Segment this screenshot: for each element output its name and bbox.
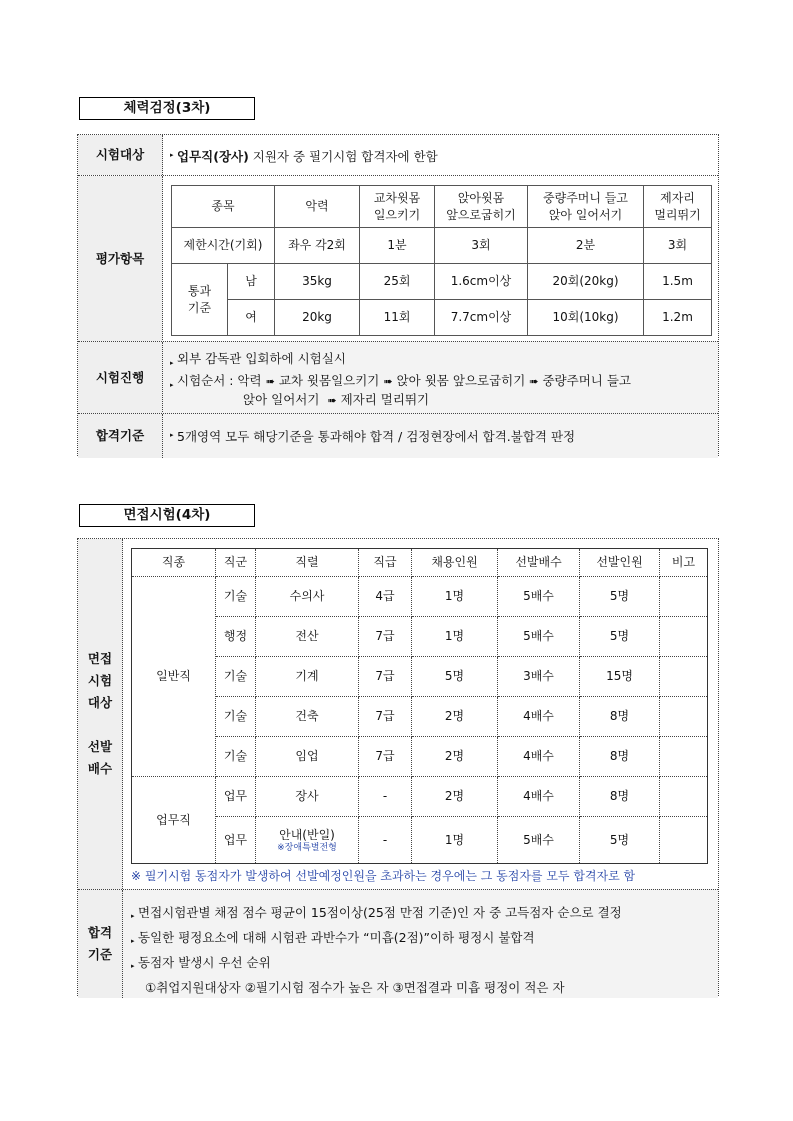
bullet-icon: ▸ (170, 151, 174, 159)
cell-jikgun: 행정 (216, 617, 256, 657)
cell-jikryeol: 장사 (256, 777, 359, 817)
cell-selected: 5명 (580, 617, 660, 657)
male-grip: 35kg (275, 264, 360, 300)
cell-jikgun: 기술 (216, 737, 256, 777)
cell-jikryeol: 기계 (256, 657, 359, 697)
th-jikjong: 직종 (132, 549, 216, 577)
limit-situp: 1분 (360, 228, 435, 264)
male-label: 남 (228, 264, 275, 300)
bullet-icon: ▸ (131, 962, 135, 970)
target-row (78, 135, 718, 175)
arrow-icon: ➠ (383, 375, 393, 388)
progress-content (170, 350, 712, 410)
th-hire: 채용인원 (412, 549, 498, 577)
section2-title: 면접시험(4차) (79, 504, 255, 527)
step-4-cont: 앉아 일어서기 (243, 392, 320, 407)
th-jikgun: 직군 (216, 549, 256, 577)
criteria-label: 합격기준 (78, 414, 163, 458)
cell-note (660, 697, 708, 737)
cell-hire: 2명 (412, 697, 498, 737)
cell-selected: 5명 (580, 577, 660, 617)
table-row (132, 657, 708, 697)
cell-jikryeol: 건축 (256, 697, 359, 737)
cell-jikryeol: 수의사 (256, 577, 359, 617)
cell-jikgeup: 7급 (359, 657, 412, 697)
step-2: 교차 윗몸일으키기 (278, 373, 380, 388)
cell-jikgeup: 7급 (359, 737, 412, 777)
cell-jikryeol-text: 안내(반일) (279, 827, 335, 842)
female-situp: 11회 (360, 300, 435, 336)
cell-hire: 1명 (412, 817, 498, 864)
table-row (132, 817, 708, 864)
cell-note (660, 657, 708, 697)
special-track-note: ※장애특별전형 (277, 842, 337, 853)
header-sitreach: 앉아윗몸 앞으로굽히기 (435, 186, 528, 228)
limit-longjump: 3회 (644, 228, 712, 264)
criteria-row (78, 413, 718, 458)
table-row (132, 777, 708, 817)
cell-selected: 8명 (580, 697, 660, 737)
male-situp: 25회 (360, 264, 435, 300)
table-row (132, 697, 708, 737)
criteria-text: 5개영역 모두 해당기준을 통과해야 합격 / 검정현장에서 합격.불합격 판정 (177, 429, 576, 444)
bullet-icon: ▸ (170, 359, 174, 367)
header-grip: 악력 (275, 186, 360, 228)
header-weightsquat: 중량주머니 들고 앉아 일어서기 (528, 186, 644, 228)
th-jikryeol: 직렬 (256, 549, 359, 577)
cell-hire: 5명 (412, 657, 498, 697)
interview-criteria-content (131, 902, 712, 998)
cell-selected: 15명 (580, 657, 660, 697)
th-jikgeup: 직급 (359, 549, 412, 577)
interview-box (77, 538, 719, 996)
progress-prefix: 시험순서 : (177, 373, 238, 388)
female-label: 여 (228, 300, 275, 336)
physical-test-box (77, 134, 719, 456)
cell-hire: 1명 (412, 617, 498, 657)
female-weightsquat: 10회(10kg) (528, 300, 644, 336)
header-situp: 교차윗몸 일으키기 (360, 186, 435, 228)
step-5: 제자리 멀리뛰기 (340, 392, 430, 407)
interview-footnote: ※ 필기시험 동점자가 발생하여 선발예정인원을 초과하는 경우에는 그 동점자를 모두 합격자로 함 (131, 869, 636, 883)
cell-selected: 8명 (580, 777, 660, 817)
female-longjump: 1.2m (644, 300, 712, 336)
pass-label: 통과 기준 (172, 264, 228, 336)
cell-jikryeol: 임업 (256, 737, 359, 777)
limit-label: 제한시간(기회) (172, 228, 275, 264)
interview-target-label: 면접 시험 대상 선발 배수 (78, 539, 123, 889)
table-row (132, 737, 708, 777)
items-row (78, 175, 718, 342)
cell-hire: 2명 (412, 777, 498, 817)
cell-selected: 8명 (580, 737, 660, 777)
criteria-line2: 동일한 평정요소에 대해 시험관 과반수가 “미흡(2점)”이하 평정시 불합격 (138, 930, 535, 945)
group-general: 일반직 (132, 577, 216, 777)
cell-jikryeol (256, 817, 359, 864)
criteria-content (170, 427, 712, 445)
cell-mult: 4배수 (498, 737, 580, 777)
th-mult: 선발배수 (498, 549, 580, 577)
target-rest: 지원자 중 필기시험 합격자에 한함 (248, 149, 438, 164)
cell-jikgeup: - (359, 777, 412, 817)
target-content (170, 147, 712, 165)
interview-criteria-row (78, 889, 718, 998)
cell-jikgun: 기술 (216, 657, 256, 697)
cell-mult: 5배수 (498, 617, 580, 657)
cell-jikgun: 기술 (216, 577, 256, 617)
bullet-icon: ▸ (131, 912, 135, 920)
limit-grip: 좌우 각2회 (275, 228, 360, 264)
cell-jikgun: 업무 (216, 777, 256, 817)
step-3: 앉아 윗몸 앞으로굽히기 (396, 373, 526, 388)
progress-label: 시험진행 (78, 342, 163, 414)
criteria-line1: 면접시험관별 채점 점수 평균이 15점이상(25점 만점 기준)인 자 중 고득점자 순으로 결정 (138, 905, 622, 920)
cell-selected: 5명 (580, 817, 660, 864)
cell-jikgun: 기술 (216, 697, 256, 737)
cell-hire: 1명 (412, 577, 498, 617)
limit-weightsquat: 2분 (528, 228, 644, 264)
step-1: 악력 (237, 373, 262, 388)
bullet-icon: ▸ (170, 381, 174, 389)
bullet-icon: ▸ (170, 431, 174, 439)
th-selected: 선발인원 (580, 549, 660, 577)
bullet-icon: ▸ (131, 937, 135, 945)
female-sitreach: 7.7cm이상 (435, 300, 528, 336)
cell-jikgun: 업무 (216, 817, 256, 864)
female-grip: 20kg (275, 300, 360, 336)
male-sitreach: 1.6cm이상 (435, 264, 528, 300)
male-longjump: 1.5m (644, 264, 712, 300)
limit-sitreach: 3회 (435, 228, 528, 264)
table-row (132, 617, 708, 657)
interview-criteria-label: 합격 기준 (78, 890, 123, 998)
cell-jikgeup: 4급 (359, 577, 412, 617)
target-bold: 업무직(장사) (177, 149, 249, 164)
cell-note (660, 817, 708, 864)
arrow-icon: ➠ (327, 394, 337, 407)
cell-note (660, 617, 708, 657)
step-4: 중량주머니 들고 (542, 373, 631, 388)
items-table (171, 185, 712, 336)
cell-jikgeup: 7급 (359, 617, 412, 657)
cell-jikgeup: 7급 (359, 697, 412, 737)
header-longjump: 제자리 멀리뛰기 (644, 186, 712, 228)
cell-note (660, 577, 708, 617)
criteria-line3: 동점자 발생시 우선 순위 (138, 955, 271, 970)
cell-mult: 4배수 (498, 697, 580, 737)
interview-target-row (78, 539, 718, 889)
header-event: 종목 (172, 186, 275, 228)
progress-line1: 외부 감독관 입회하에 시험실시 (177, 351, 346, 366)
section1-title: 체력검정(3차) (79, 97, 255, 120)
cell-mult: 3배수 (498, 657, 580, 697)
male-weightsquat: 20회(20kg) (528, 264, 644, 300)
arrow-icon: ➠ (529, 375, 539, 388)
target-label: 시험대상 (78, 135, 163, 175)
table-row (132, 577, 708, 617)
cell-mult: 5배수 (498, 817, 580, 864)
cell-jikgeup: - (359, 817, 412, 864)
interview-table (131, 548, 708, 864)
cell-hire: 2명 (412, 737, 498, 777)
progress-row (78, 341, 718, 414)
th-note: 비고 (660, 549, 708, 577)
items-label: 평가항목 (78, 176, 163, 342)
cell-mult: 5배수 (498, 577, 580, 617)
group-business: 업무직 (132, 777, 216, 864)
arrow-icon: ➠ (265, 375, 275, 388)
criteria-line4: ①취업지원대상자 ②필기시험 점수가 높은 자 ③면접결과 미흡 평정이 적은 자 (145, 980, 565, 995)
cell-note (660, 737, 708, 777)
cell-jikryeol: 전산 (256, 617, 359, 657)
cell-mult: 4배수 (498, 777, 580, 817)
cell-note (660, 777, 708, 817)
